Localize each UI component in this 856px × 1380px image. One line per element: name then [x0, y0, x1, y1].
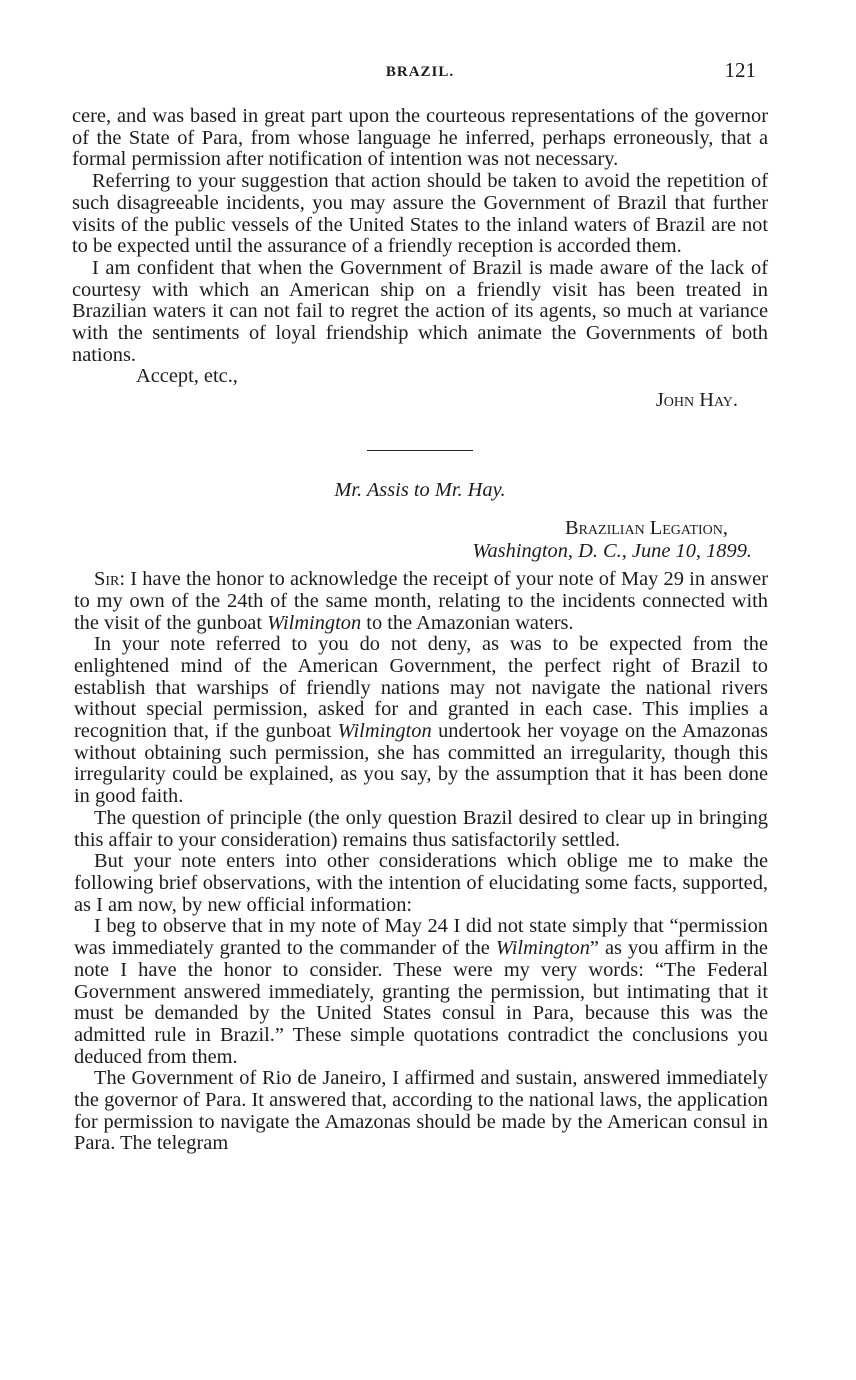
paragraph	[74, 634, 768, 808]
running-title: BRAZIL.	[385, 64, 455, 80]
paragraph-text: In your note referred to you do not deny, as was to be expected from the enlightened mind of the American Government, the perfect right of Brazil to establish that warships of friendly nations may not navigate the national rivers without special permission, asked for and granted in each case. This implies a recognition that, if the gunboat	[74, 633, 768, 743]
legation: Brazilian Legation,	[564, 517, 728, 540]
paragraph	[74, 569, 768, 634]
paragraph: I am confident that when the Government of Brazil is made aware of the lack of courtesy with which an American ship on a friendly visit has been treated in Brazilian waters it can not fail to regret the action of its agents, so much at variance with the sentiments of loyal friendship which animate the Governments of both nations.	[72, 256, 768, 366]
paragraph-text: undertook her voyage on the Amazonas without obtaining such permission, she has committed an irregularity, though this irregularity could be explained, as you say, by the assumption that it has been done in good faith.	[74, 720, 768, 808]
paragraph-text: to the Amazonian waters.	[366, 611, 574, 634]
paragraph-text: I have the honor to acknowledge the receipt of your note of May 29 in answer to my own of the 24th of the same month, relating to the incidents connected with the visit of the gunboat	[74, 568, 768, 634]
paragraph: cere, and was based in great part upon the courteous representations of the governor of the State of Para, from whose language he inferred, perhaps erroneously, that a formal permission after notification of intention was not necessary.	[72, 105, 768, 171]
paragraph-text: ” as you affirm in the note I have the honor to consider. These were my very words: “The Federal Government answered immediately, granting the permission, but intimating that it must be demanded by the United States consul in Para, because this was the admitted rule in Brazil.” These simple quotations contradict the conclusions you deduced from them.	[74, 937, 768, 1068]
paragraph	[74, 916, 768, 1068]
place-date: Washington, D. C., June 10, 1899.	[472, 540, 752, 563]
dateline	[72, 517, 768, 563]
signature: John Hay.	[655, 389, 738, 412]
paragraph: The question of principle (the only question Brazil desired to clear up in bringing this affair to your consideration) remains thus satisfactorily settled.	[74, 806, 768, 851]
running-head	[72, 58, 768, 98]
salutation: Sir:	[94, 568, 126, 591]
document-page	[72, 0, 768, 1155]
paragraph-text: I beg to observe that in my note of May 24 I did not state simply that “permission was immediately granted to the commander of the	[74, 915, 768, 960]
ship-name: Wilmington	[495, 937, 590, 960]
letter-heading: Mr. Assis to Mr. Hay.	[334, 479, 506, 502]
ship-name: Wilmington	[337, 720, 432, 743]
page-number: 121	[724, 58, 756, 82]
section-divider	[367, 450, 473, 451]
paragraph: The Government of Rio de Janeiro, I affirmed and sustain, answered immediately the governor of Para. It answered that, according to the national laws, the application for permission to navigate the Amazonas should be made by the American consul in Para. The telegram	[74, 1067, 768, 1155]
closing: Accept, etc.,	[136, 365, 238, 388]
paragraph: Referring to your suggestion that action should be taken to avoid the repetition of such disagreeable incidents, you may assure the Government of Brazil that further visits of the public vessels of the United States to the inland waters of Brazil are not to be expected until the assurance of a friendly reception is accorded them.	[72, 170, 768, 258]
first-letter-body	[72, 106, 768, 366]
paragraph: But your note enters into other considerations which oblige me to make the following brief observations, with the intention of elucidating some facts, supported, as I am now, by new official information:	[74, 850, 768, 916]
second-letter-body	[72, 569, 768, 1155]
ship-name: Wilmington	[267, 611, 362, 634]
